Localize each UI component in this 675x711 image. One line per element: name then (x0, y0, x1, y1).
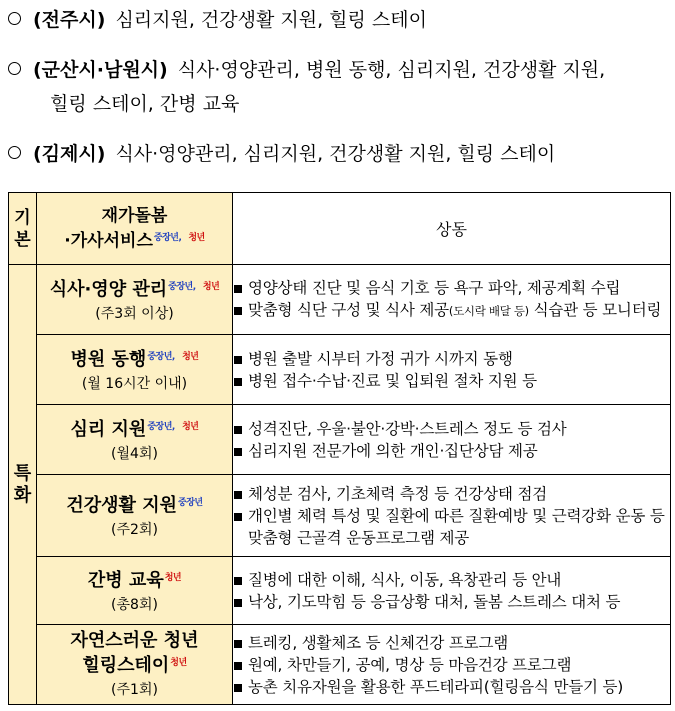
table-row (9, 625, 671, 705)
table-row (9, 557, 671, 625)
header-service (37, 193, 233, 265)
square-bullet-icon (234, 640, 242, 648)
city-label: (전주시) (33, 9, 106, 31)
circle-bullet-icon (8, 62, 21, 75)
table-row (9, 405, 671, 475)
square-bullet-icon (234, 599, 242, 607)
square-bullet-icon (234, 426, 242, 434)
header-service-text: ·가사서비스 (64, 231, 153, 251)
list-item-text: 체성분 검사, 기초체력 측정 등 건강상태 점검 (248, 484, 548, 503)
header-category-char: 기 (14, 207, 31, 228)
special-category-char: 특 (13, 462, 32, 484)
list-item-note: (도시락 배달 등) (448, 304, 529, 318)
special-category-char: 화 (13, 484, 32, 506)
service-description (233, 625, 671, 705)
program-list: 식사·영양관리, 심리지원, 건강생활 지원, 힐링 스테이 (115, 143, 556, 165)
header-service-line1: 재가돌봄 (101, 206, 168, 226)
service-frequency: (월4회) (111, 446, 158, 462)
table-row (9, 265, 671, 335)
square-bullet-icon (234, 285, 242, 293)
target-tag-youth: 청년 (202, 282, 220, 292)
target-tag-middleaged: 중장년, (147, 352, 175, 362)
service-cell (37, 625, 233, 705)
list-item (233, 277, 670, 299)
target-tag-middleaged: 중장년, (168, 282, 196, 292)
city-label: (김제시) (33, 143, 106, 165)
square-bullet-icon (234, 307, 242, 315)
target-tag-youth: 청년 (188, 233, 205, 243)
list-item-text: 농촌 치유자원을 활용한 푸드테라피(힐링음식 만들기 등) (248, 677, 624, 696)
service-name-text: 병원 동행 (70, 349, 147, 370)
circle-bullet-icon (8, 12, 21, 25)
service-description (233, 265, 671, 335)
special-category-cell (9, 265, 37, 705)
square-bullet-icon (234, 577, 242, 585)
intro-line-gimje (8, 142, 555, 166)
list-item (233, 418, 670, 440)
list-item-text: 질병에 대한 이해, 식사, 이동, 욕창관리 등 안내 (248, 570, 562, 589)
service-table (8, 192, 671, 705)
list-item (233, 591, 670, 613)
service-name (37, 492, 232, 517)
table-row (9, 335, 671, 405)
target-tag-middleaged: 중장년 (178, 498, 203, 508)
square-bullet-icon (234, 378, 242, 386)
list-item-text: 병원 접수·수납·진료 및 입퇴원 절차 지원 등 (248, 371, 537, 390)
header-same: 상동 (233, 193, 671, 265)
service-cell (37, 557, 233, 625)
service-name-text: 건강생활 지원 (66, 495, 177, 516)
header-service-line2 (37, 227, 232, 252)
program-list: 식사·영양관리, 병원 동행, 심리지원, 건강생활 지원, (177, 59, 606, 81)
table-row (9, 475, 671, 557)
service-name (37, 567, 232, 592)
service-frequency: (주3회 이상) (95, 306, 174, 322)
list-item (233, 632, 670, 654)
list-item (233, 483, 670, 505)
list-item (233, 505, 670, 549)
list-item-text: 심리지원 전문가에 의한 개인·집단상담 제공 (248, 441, 538, 460)
table-header-row (9, 193, 671, 265)
service-frequency: (주2회) (111, 522, 158, 538)
list-item-text: 식습관 등 모니터링 (528, 301, 662, 319)
target-tag-youth: 청년 (170, 658, 187, 668)
program-list: 심리지원, 건강생활 지원, 힐링 스테이 (115, 9, 427, 31)
list-item (233, 348, 670, 370)
square-bullet-icon (234, 356, 242, 364)
service-name-line1: 자연스러운 청년 (70, 630, 199, 651)
list-item (233, 440, 670, 462)
service-name-text: 힐링스테이 (82, 655, 170, 676)
list-item-text: 병원 출발 시부터 가정 귀가 시까지 동행 (248, 349, 513, 368)
intro-line-gunsan-namwon (8, 58, 605, 82)
header-category (9, 193, 37, 265)
target-tag-youth: 청년 (182, 352, 199, 362)
list-item (233, 569, 670, 591)
list-item (233, 676, 670, 698)
service-description (233, 557, 671, 625)
square-bullet-icon (234, 684, 242, 692)
service-name (37, 416, 232, 441)
list-item-text: 맞춤형 식단 구성 및 식사 제공 (248, 301, 449, 319)
list-item (233, 370, 670, 392)
square-bullet-icon (234, 662, 242, 670)
target-tag-middleaged: 중장년, (153, 233, 182, 243)
service-cell (37, 405, 233, 475)
list-item-text: 개인별 체력 특성 및 질환에 따른 질환예방 및 근력강화 운동 등 맞춤형 근골격 운동프로그램 제공 (248, 506, 665, 547)
service-description (233, 405, 671, 475)
service-cell (37, 475, 233, 557)
list-item-text: 낙상, 기도막힘 등 응급상황 대처, 돌봄 스트레스 대처 등 (248, 592, 621, 611)
target-tag-youth: 청년 (164, 573, 182, 583)
list-item (233, 654, 670, 676)
service-frequency: (월 16시간 이내) (81, 376, 188, 392)
square-bullet-icon (234, 491, 242, 499)
target-tag-youth: 청년 (182, 422, 199, 432)
intro-line-jeonju (8, 8, 427, 32)
list-item-text: 성격진단, 우울·불안·강박·스트레스 정도 등 검사 (248, 419, 567, 438)
header-category-char: 본 (14, 229, 31, 250)
target-tag-middleaged: 중장년, (147, 422, 175, 432)
service-description (233, 335, 671, 405)
intro-line-continuation: 힐링 스테이, 간병 교육 (50, 93, 240, 115)
service-cell (37, 335, 233, 405)
square-bullet-icon (234, 513, 242, 521)
service-name-text: 심리 지원 (70, 419, 147, 440)
service-description (233, 475, 671, 557)
service-name-line2 (37, 652, 232, 677)
service-frequency: (주1회) (111, 682, 158, 698)
square-bullet-icon (234, 448, 242, 456)
list-item-text: 원예, 차만들기, 공예, 명상 등 마음건강 프로그램 (248, 655, 572, 674)
list-item-text: 트레킹, 생활체조 등 신체건강 프로그램 (248, 633, 509, 652)
list-item-text: 영양상태 진단 및 음식 기호 등 욕구 파악, 제공계획 수립 (248, 279, 621, 297)
service-name (37, 346, 232, 371)
service-frequency: (총8회) (111, 597, 158, 613)
service-name (37, 276, 232, 301)
service-name-text: 간병 교육 (87, 570, 164, 591)
service-name-text: 식사·영양 관리 (49, 279, 168, 300)
circle-bullet-icon (8, 146, 21, 159)
service-cell (37, 265, 233, 335)
list-item (233, 299, 670, 322)
city-label: (군산시·남원시) (33, 59, 168, 81)
